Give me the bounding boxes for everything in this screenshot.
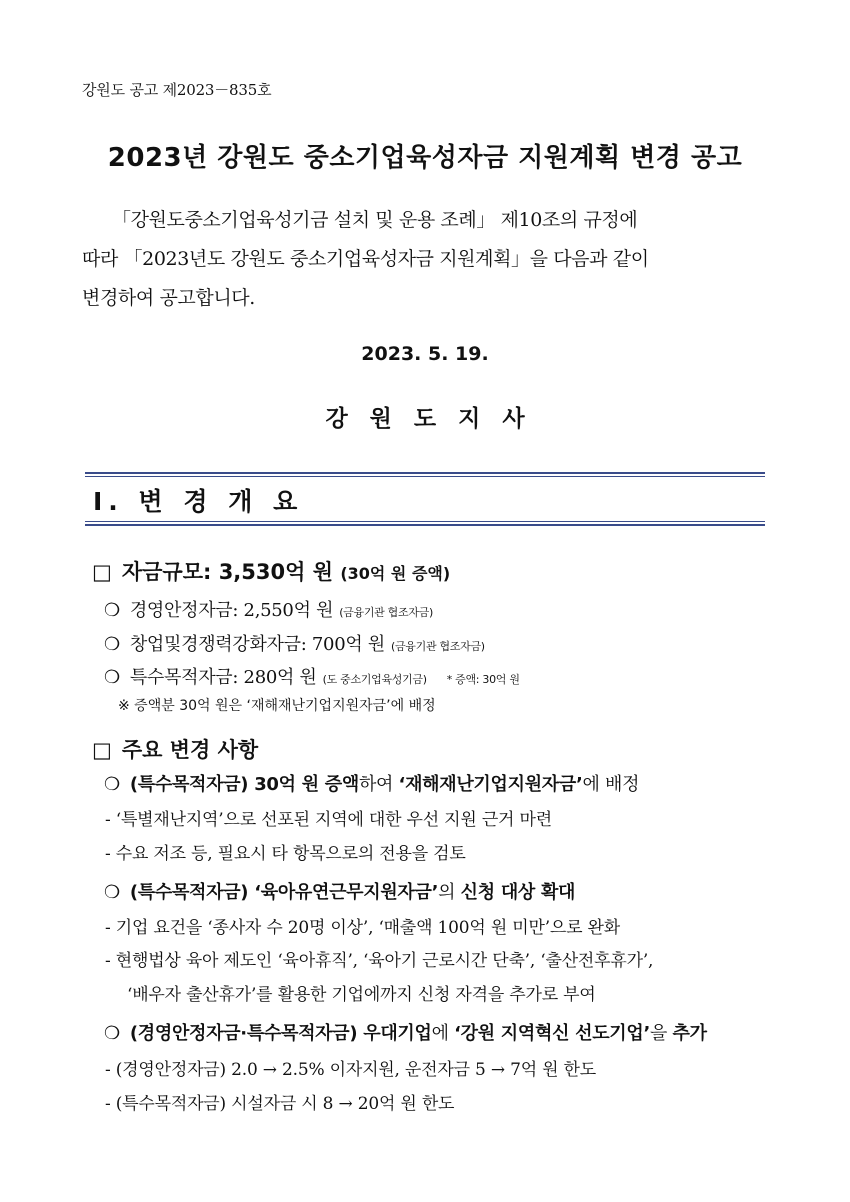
fund-scale-text: 자금규모: 3,530억 원 [121,560,334,584]
change-bold-text: ‘재해재난기업지원자금’ [398,774,583,795]
section-rule-top [85,472,765,474]
fund-item-note: (금융기관 협조자금) [339,606,433,619]
fund-item [104,630,485,656]
change-plain-text: 의 [438,882,461,903]
change-plain-text: 을 [650,1023,673,1044]
change-detail: - 현행법상 육아 제도인 ‘육아휴직’, ‘육아기 근로시간 단축’, ‘출산전후휴가’, [105,951,654,971]
section-header [85,472,765,526]
change-plain-text: 에 배정 [582,774,640,795]
intro-line-2: 따라 「2023년도 강원도 중소기업육성자금 지원계획」을 다음과 같이 [82,248,649,270]
change-plain-text: 하여 [358,774,399,795]
fund-scale-note: (30억 원 증액) [340,564,451,583]
section-rule-bottom [85,524,765,526]
change-detail-continued: ‘배우자 출산휴가’를 활용한 기업에까지 신청 자격을 추가로 부여 [127,985,596,1005]
change-detail: - (경영안정자금) 2.0 → 2.5% 이자지원, 운전자금 5 → 7억 원 한도 [105,1060,596,1080]
fund-item-increase-note: * 증액: 30억 원 [446,673,520,686]
circle-bullet-icon: ❍ [104,667,120,688]
change-bold-text: ‘강원 지역혁신 선도기업’ [454,1023,651,1044]
change-detail: - 수요 저조 등, 필요시 타 항목으로의 전용을 검토 [105,844,466,864]
fund-item [104,663,520,689]
intro-line-1: 「강원도중소기업육성기금 설치 및 운용 조례」 제10조의 규정에 [112,209,638,231]
change-bold-text: (특수목적자금) 30억 원 증액 [129,774,359,795]
section-rule-bottom-thin [85,521,765,522]
change-item-heading [104,770,639,796]
intro-line-3: 변경하여 공고합니다. [82,287,255,309]
main-changes-heading [92,734,258,764]
checkbox-square-icon: □ [92,560,112,584]
change-bold-text: 신청 대상 확대 [460,882,576,903]
change-item-heading [104,1019,707,1045]
fund-item-note: (도 중소기업육성기금) [322,673,427,686]
fund-item-label: 특수목적자금: 280억 원 [129,667,317,688]
change-detail: - ‘특별재난지역’으로 선포된 지역에 대한 우선 지원 근거 마련 [105,810,552,830]
circle-bullet-icon: ❍ [104,882,120,903]
section-rule-top-thin [85,476,765,477]
fund-item-label: 창업및경쟁력강화자금: 700억 원 [129,634,385,655]
fund-scale-heading [92,556,450,586]
main-changes-text: 주요 변경 사항 [121,738,259,762]
document-title: 2023년 강원도 중소기업육성자금 지원계획 변경 공고 [107,143,743,173]
fund-item-note: (금융기관 협조자금) [390,640,485,653]
announcement-date: 2023. 5. 19. [361,343,489,365]
checkbox-square-icon: □ [92,738,112,762]
change-item-heading [104,878,575,904]
fund-item [104,596,433,622]
change-bold-text: (경영안정자금·특수목적자금) 우대기업 [129,1023,432,1044]
section-title: Ⅰ. 변 경 개 요 [93,487,304,516]
circle-bullet-icon: ❍ [104,634,120,655]
change-detail: - (특수목적자금) 시설자금 시 8 → 20억 원 한도 [105,1094,455,1114]
change-plain-text: 에 [431,1023,455,1044]
circle-bullet-icon: ❍ [104,600,120,621]
fund-remark: ※ 증액분 30억 원은 ‘재해재난기업지원자금’에 배정 [118,698,436,714]
change-detail: - 기업 요건을 ‘종사자 수 20명 이상’, ‘매출액 100억 원 미만’으로 완화 [105,918,620,938]
change-bold-text: (특수목적자금) ‘육아유연근무지원자금’ [129,882,439,903]
notice-number: 강원도 공고 제2023－835호 [82,81,272,99]
fund-item-label: 경영안정자금: 2,550억 원 [129,600,334,621]
circle-bullet-icon: ❍ [104,1023,120,1044]
circle-bullet-icon: ❍ [104,774,120,795]
issuer-name: 강원도지사 [325,406,547,432]
change-bold-text: 추가 [672,1023,707,1044]
